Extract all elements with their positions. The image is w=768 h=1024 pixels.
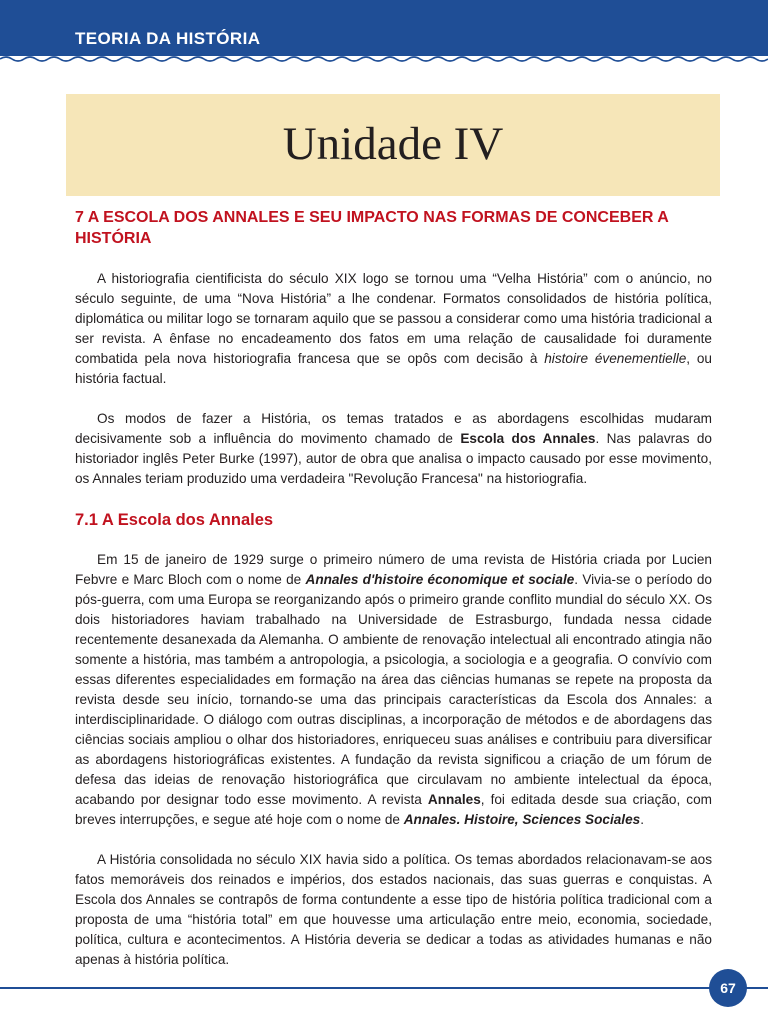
paragraph-3-journal-title-text: Annales d'histoire économique et sociale xyxy=(305,572,575,587)
paragraph-4 xyxy=(75,850,712,970)
paragraph-3-journal-title xyxy=(306,572,575,587)
unit-title: Unidade IV xyxy=(282,118,504,170)
paragraph-3-bold-annales: Annales xyxy=(427,792,481,807)
paragraph-2-bold-term: Escola dos Annales xyxy=(460,431,596,446)
paragraph-2-text: Os modos de fazer a História, os temas tratados e as abordagens escolhidas mudaram decisivamente sob a influência do movimento chamado de xyxy=(75,411,712,446)
header-title: TEORIA DA HISTÓRIA xyxy=(75,29,261,48)
chapter-heading: 7 A ESCOLA DOS ANNALES E SEU IMPACTO NAS FORMAS DE CONCEBER A HISTÓRIA xyxy=(75,209,669,247)
paragraph-2-text-end: . Nas palavras do historiador inglês Peter Burke (1997), autor de obra que analisa o impacto causado por esse movimento, os Annales teriam produzido uma verdadeira "Revolução Francesa" na historiografia. xyxy=(75,431,712,486)
paragraph-3-text-end: . xyxy=(640,812,644,827)
paragraph-3-current-journal xyxy=(404,812,641,827)
paragraph-1-emphasis: histoire évenementielle xyxy=(544,351,687,366)
page-number: 67 xyxy=(709,969,747,1007)
header-bar xyxy=(0,0,768,56)
paragraph-1-text-end: , ou história factual. xyxy=(75,351,712,386)
paragraph-3 xyxy=(75,550,712,830)
unit-title-box xyxy=(66,94,720,196)
paragraph-2 xyxy=(75,409,712,489)
paragraph-1-text: A historiografia cientificista do século XIX logo se tornou uma “Velha História” com o anúncio, no século seguinte, de uma “Nova História” a lhe condenar. Formatos consolidados de história política, diplomática ou militar logo se tornaram aquilo que se passou a considerar como uma história tradicional a ser revista. A ênfase no encadeamento dos fatos em uma relação de causalidade foi duramente combatida pela nova historiografia francesa que se opôs com decisão à xyxy=(75,271,712,366)
footer-line xyxy=(0,987,768,989)
section-heading: 7.1 A Escola dos Annales xyxy=(75,511,274,529)
paragraph-3-text: Em 15 de janeiro de 1929 surge o primeiro número de uma revista de História criada por Lucien Febvre e Marc Bloch com o nome de xyxy=(75,552,712,587)
paragraph-3-current-journal-text: Annales. Histoire, Sciences Sociales xyxy=(403,812,641,827)
paragraph-3-text-middle: . Vivia-se o período do pós-guerra, com uma Europa se reorganizando após o primeiro grande conflito mundial do século XX. Os dois historiadores haviam trabalhado na Universidade de Estrasburgo, fundada nessa cidade recentemente desanexada da Alemanha. O ambiente de renovação intelectual ali encontrado atingia não somente a história, mas também a antropologia, a psicologia, a sociologia e a geografia. O convívio com essas diferentes especialidades em formação na área das ciências humanas se repete na proposta da revista desde seu início, tornando-se uma das principais características da Escola dos Annales: a interdisciplinaridade. O diálogo com outras disciplinas, a incorporação de métodos e de abordagens das ciências sociais ampliou o olhar dos historiadores, enriqueceu suas análises e contribuiu para diversificar as abordagens historiográficas existentes. A fundação da revista significou a criação de um fórum de defesa das ideias de renovação historiográfica que circulavam no ambiente intelectual da época, acabando por designar todo esse movimento. A revista xyxy=(75,572,712,807)
wave-border xyxy=(0,50,768,66)
main-content xyxy=(75,207,712,990)
paragraph-3-text-late: , foi editada desde sua criação, com breves interrupções, e segue até hoje com o nome de xyxy=(75,792,712,827)
paragraph-4-text: A História consolidada no século XIX havia sido a política. Os temas abordados relacionavam-se aos fatos memoráveis dos reinados e impérios, dos estados nacionais, das suas guerras e conquistas. A Escola dos Annales se contrapôs de forma contundente a esse tipo de história política tradicional com a proposta de uma “história total” em que houvesse uma articulação entre meio, economia, sociedade, política, cultura e acontecimentos. A História deveria se dedicar a todas as atividades humanas e não apenas à história política. xyxy=(75,852,712,967)
paragraph-1 xyxy=(75,269,712,389)
